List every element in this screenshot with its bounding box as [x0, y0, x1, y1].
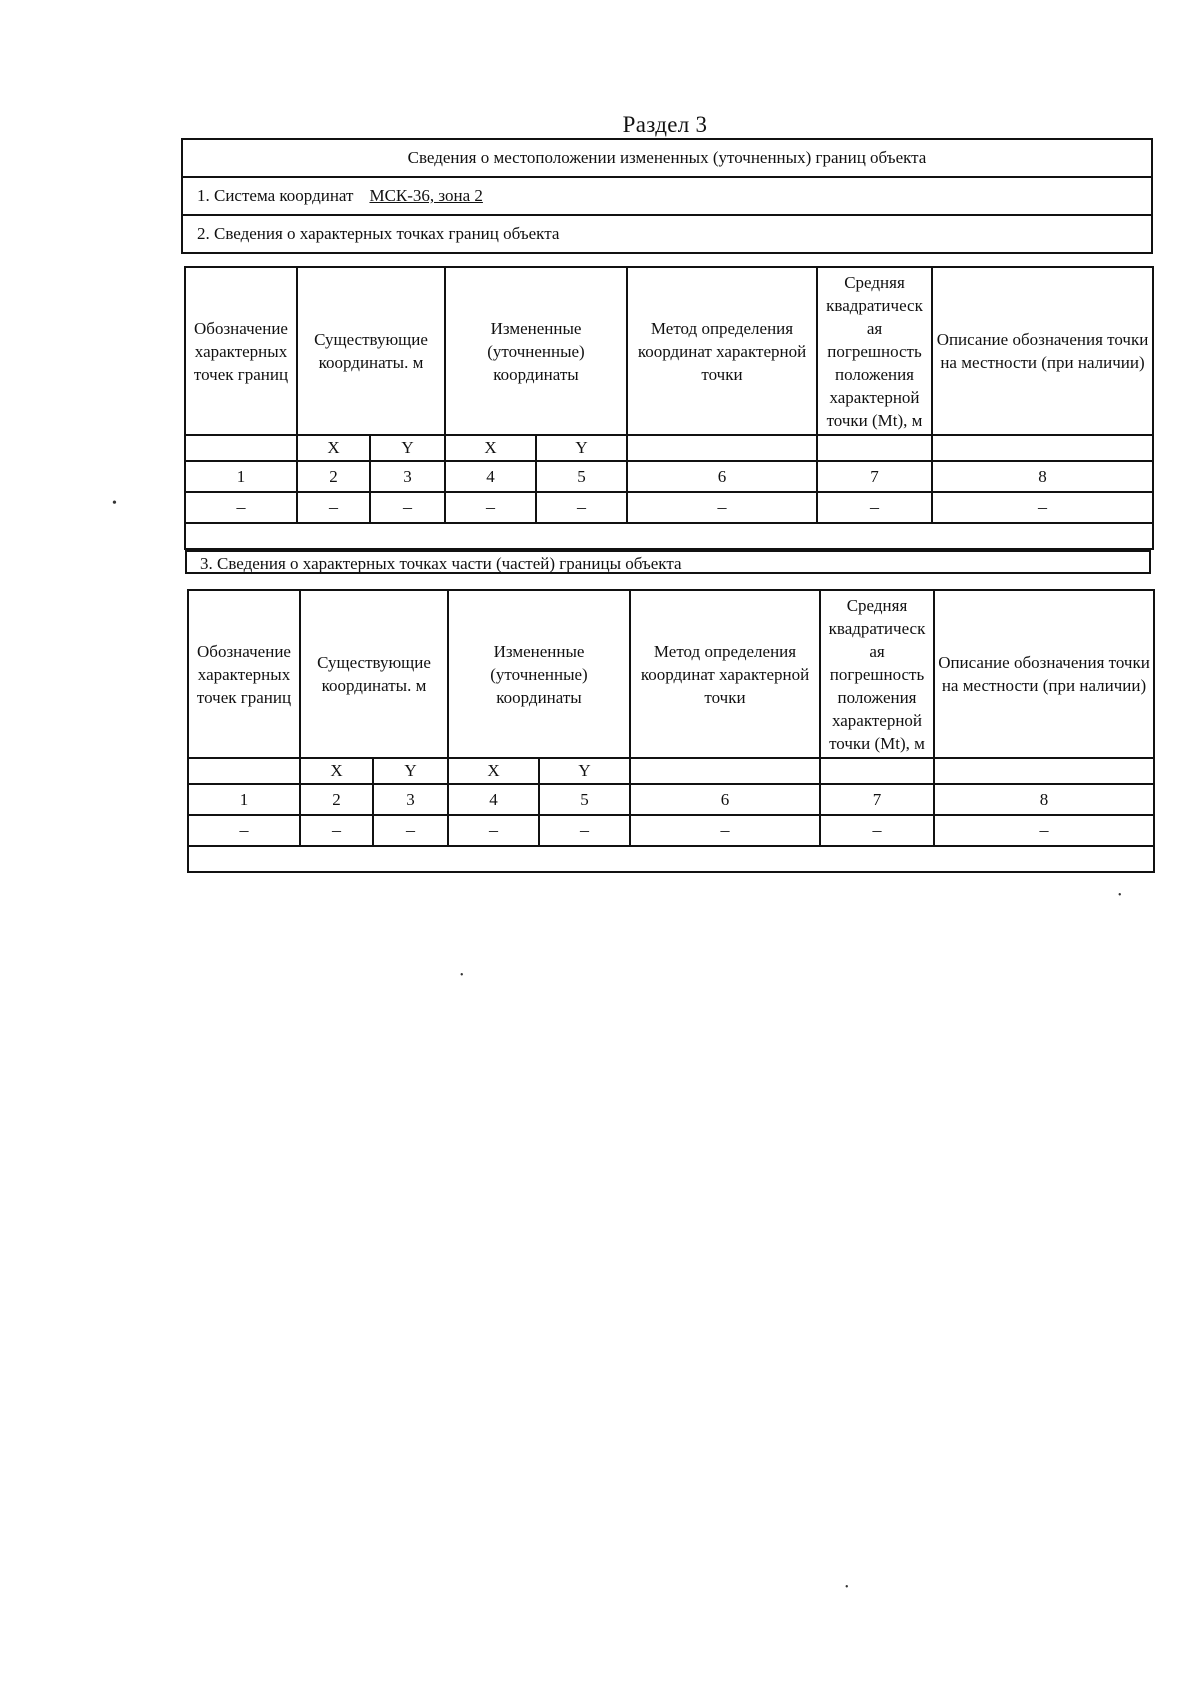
col-existing-header: Существующие координаты. м [297, 267, 445, 435]
boundary-points-table [184, 266, 1154, 550]
column-number: 8 [934, 784, 1154, 815]
scan-speck: • [1118, 890, 1122, 901]
column-number-row [185, 461, 1153, 492]
scan-speck: • [460, 970, 464, 981]
dash-cell: – [188, 815, 300, 846]
col-rmse-header: Средняя квадратическ ая погрешность положения характерной точки (Mt), м [817, 267, 932, 435]
part-points-table [187, 589, 1155, 873]
column-number: 7 [820, 784, 934, 815]
dash-cell: – [934, 815, 1154, 846]
dash-cell: – [536, 492, 627, 523]
dash-cell: – [627, 492, 817, 523]
dash-cell: – [539, 815, 630, 846]
dash-cell: – [820, 815, 934, 846]
header-row [188, 590, 1154, 758]
scan-speck: • [112, 496, 117, 511]
dash-cell: – [630, 815, 820, 846]
col-existing-header: Существующие координаты. м [300, 590, 448, 758]
existing-y-header: Y [373, 758, 448, 784]
column-number: 7 [817, 461, 932, 492]
column-number: 1 [188, 784, 300, 815]
dash-cell: – [448, 815, 539, 846]
dash-cell: – [817, 492, 932, 523]
dash-cell: – [445, 492, 536, 523]
changed-x-header: X [445, 435, 536, 461]
col-designation-header: Обозначение характерных точек границ [188, 590, 300, 758]
dash-cell: – [932, 492, 1153, 523]
column-number: 3 [373, 784, 448, 815]
existing-x-header: X [300, 758, 373, 784]
dash-cell: – [297, 492, 370, 523]
column-number: 6 [627, 461, 817, 492]
dash-cell: – [300, 815, 373, 846]
scan-speck: • [845, 1582, 849, 1593]
changed-y-header: Y [539, 758, 630, 784]
col-description-header: Описание обозначения точки на местности (при наличии) [932, 267, 1153, 435]
existing-y-header: Y [370, 435, 445, 461]
dash-cell: – [370, 492, 445, 523]
column-number: 8 [932, 461, 1153, 492]
empty-data-row [185, 492, 1153, 523]
column-number-row [188, 784, 1154, 815]
header-row [185, 267, 1153, 435]
column-number: 1 [185, 461, 297, 492]
column-number: 5 [536, 461, 627, 492]
points-heading: 2. Сведения о характерных точках границ объекта [197, 224, 560, 243]
blank-row [188, 846, 1154, 872]
coord-system-row [183, 178, 1151, 216]
column-number: 2 [300, 784, 373, 815]
col-description-header: Описание обозначения точки на местности (при наличии) [934, 590, 1154, 758]
column-number: 3 [370, 461, 445, 492]
column-number: 4 [448, 784, 539, 815]
changed-x-header: X [448, 758, 539, 784]
blank-row [185, 523, 1153, 549]
boundary-info-frame [181, 138, 1153, 254]
col-rmse-header: Средняя квадратическ ая погрешность положения характерной точки (Mt), м [820, 590, 934, 758]
column-number: 2 [297, 461, 370, 492]
coord-system-label: 1. Система координат [197, 186, 354, 205]
col-method-header: Метод определения координат характерной точки [627, 267, 817, 435]
col-changed-header: Измененные (уточненные) координаты [448, 590, 630, 758]
column-number: 4 [445, 461, 536, 492]
col-method-header: Метод определения координат характерной точки [630, 590, 820, 758]
xy-subheader-row [185, 435, 1153, 461]
section-title: Раздел 3 [622, 112, 708, 137]
parts-heading: 3. Сведения о характерных точках части (частей) границы объекта [185, 550, 1151, 574]
dash-cell: – [185, 492, 297, 523]
frame-heading: Сведения о местоположении измененных (уточненных) границ объекта [183, 140, 1151, 178]
column-number: 6 [630, 784, 820, 815]
col-changed-header: Измененные (уточненные) координаты [445, 267, 627, 435]
existing-x-header: X [297, 435, 370, 461]
coord-system-value: МСК-36, зона 2 [369, 186, 483, 205]
dash-cell: – [373, 815, 448, 846]
column-number: 5 [539, 784, 630, 815]
col-designation-header: Обозначение характерных точек границ [185, 267, 297, 435]
changed-y-header: Y [536, 435, 627, 461]
empty-data-row [188, 815, 1154, 846]
xy-subheader-row [188, 758, 1154, 784]
